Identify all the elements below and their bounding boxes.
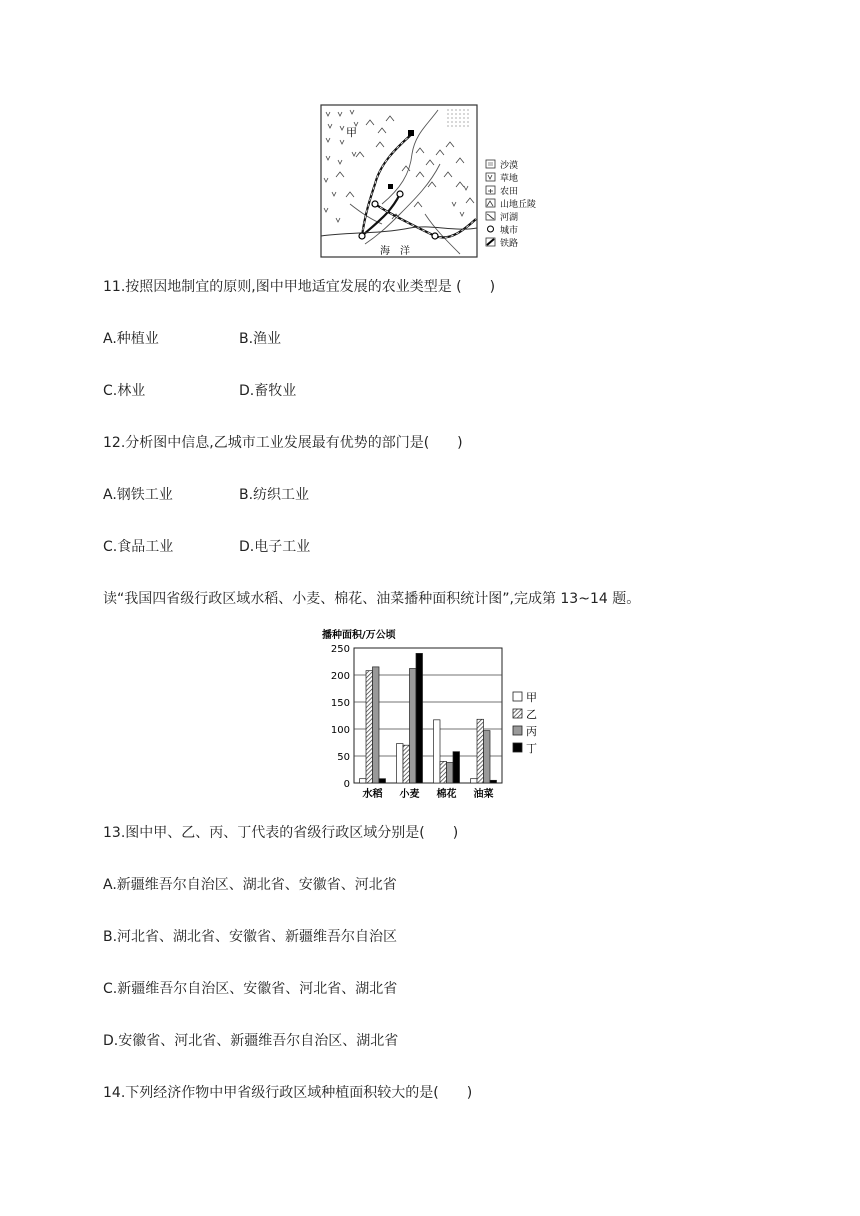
q11-option-b[interactable]: B.渔业 bbox=[239, 331, 282, 347]
legend-label-desert: 沙漠 bbox=[500, 161, 519, 171]
legend-item-mountain bbox=[486, 198, 536, 210]
legend-label-river: 河湖 bbox=[500, 213, 519, 223]
q13-option-c[interactable]: C.新疆维吾尔自治区、安徽省、河北省、湖北省 bbox=[103, 981, 398, 997]
chart-intro-text: 读“我国四省级行政区域水稻、小麦、棉花、油菜播种面积统计图”,完成第 13~14 题。 bbox=[103, 591, 641, 607]
q12-option-c[interactable]: C.食品工业 bbox=[103, 539, 174, 555]
chart-bar bbox=[447, 762, 454, 783]
legend-item-grassland bbox=[486, 172, 518, 184]
city-square-marker bbox=[408, 130, 414, 136]
q12-option-d[interactable]: D.电子工业 bbox=[239, 539, 311, 555]
map-svg bbox=[320, 104, 550, 260]
legend-item-railway bbox=[486, 237, 518, 249]
q11-stem: 11.按照因地制宜的原则,图中甲地适宜发展的农业类型是 ( ) bbox=[103, 279, 496, 295]
map-figure bbox=[320, 104, 550, 260]
bar-chart-svg bbox=[320, 626, 560, 806]
q13-stem: 13.图中甲、乙、丙、丁代表的省级行政区域分别是( ) bbox=[103, 825, 459, 841]
chart-legend-swatch bbox=[513, 709, 522, 718]
q13-option-b[interactable]: B.河北省、湖北省、安徽省、新疆维吾尔自治区 bbox=[103, 929, 398, 945]
chart-bar bbox=[373, 667, 380, 783]
chart-ytick-label: 50 bbox=[337, 752, 350, 763]
chart-bar bbox=[490, 780, 497, 783]
chart-bar bbox=[379, 779, 386, 783]
legend-item-farmland bbox=[486, 185, 518, 197]
legend-item-river bbox=[486, 211, 518, 223]
legend-label-railway: 铁路 bbox=[500, 239, 519, 249]
q12-stem: 12.分析图中信息,乙城市工业发展最有优势的部门是( ) bbox=[103, 435, 463, 451]
chart-legend-swatch bbox=[513, 726, 522, 735]
chart-xtick-label: 油菜 bbox=[473, 789, 494, 800]
chart-yticks bbox=[331, 644, 350, 790]
map-legend bbox=[486, 159, 536, 249]
chart-ytick-label: 250 bbox=[330, 644, 350, 655]
chart-xticks bbox=[363, 787, 494, 800]
chart-bar bbox=[477, 719, 484, 783]
chart-bar bbox=[366, 671, 373, 783]
chart-bar bbox=[360, 779, 367, 783]
chart-ytick-label: 100 bbox=[330, 725, 350, 736]
legend-item-city bbox=[488, 224, 519, 236]
chart-bar bbox=[403, 745, 410, 783]
chart-xtick-label: 棉花 bbox=[436, 789, 457, 800]
q13-option-d[interactable]: D.安徽省、河北省、新疆维吾尔自治区、湖北省 bbox=[103, 1033, 399, 1049]
legend-label-grassland: 草地 bbox=[500, 174, 519, 184]
chart-legend-label: 乙 bbox=[526, 708, 537, 721]
chart-bar bbox=[397, 744, 404, 783]
q14-stem: 14.下列经济作物中甲省级行政区域种植面积较大的是( ) bbox=[103, 1085, 473, 1101]
legend-label-mountain: 山地丘陵 bbox=[500, 200, 537, 210]
q12-option-b[interactable]: B.纺织工业 bbox=[239, 487, 310, 503]
legend-label-city: 城市 bbox=[500, 226, 519, 236]
chart-ytick-label: 150 bbox=[330, 698, 350, 709]
chart-xtick-label: 小麦 bbox=[399, 789, 420, 800]
chart-bar bbox=[453, 752, 460, 783]
chart-legend-label: 丁 bbox=[526, 742, 537, 755]
chart-legend bbox=[513, 691, 537, 755]
chart-legend-swatch bbox=[513, 692, 522, 701]
q11-option-a[interactable]: A.种植业 bbox=[103, 331, 159, 347]
q11-option-c[interactable]: C.林业 bbox=[103, 383, 146, 399]
q12-option-a[interactable]: A.钢铁工业 bbox=[103, 487, 173, 503]
chart-legend-label: 甲 bbox=[526, 691, 537, 704]
chart-bar bbox=[440, 761, 447, 783]
chart-bar bbox=[410, 669, 417, 783]
legend-label-farmland: 农田 bbox=[500, 187, 519, 197]
chart-bar bbox=[471, 779, 478, 783]
chart-bar bbox=[434, 720, 441, 783]
chart-bar bbox=[416, 653, 423, 783]
chart-legend-swatch bbox=[513, 743, 522, 752]
q11-option-d[interactable]: D.畜牧业 bbox=[239, 383, 297, 399]
chart-ytick-label: 200 bbox=[330, 671, 350, 682]
chart-bar bbox=[484, 731, 491, 783]
map-label-ocean: 海 洋 bbox=[380, 246, 410, 257]
q13-option-a[interactable]: A.新疆维吾尔自治区、湖北省、安徽省、河北省 bbox=[103, 877, 397, 893]
map-label-jia: 甲 bbox=[346, 126, 357, 139]
legend-item-desert bbox=[486, 159, 518, 171]
bar-chart bbox=[320, 626, 560, 806]
chart-legend-label: 丙 bbox=[526, 725, 537, 738]
chart-ylabel: 播种面积/万公顷 bbox=[322, 630, 396, 641]
chart-ytick-label: 0 bbox=[343, 779, 350, 790]
chart-xtick-label: 水稻 bbox=[362, 789, 383, 800]
